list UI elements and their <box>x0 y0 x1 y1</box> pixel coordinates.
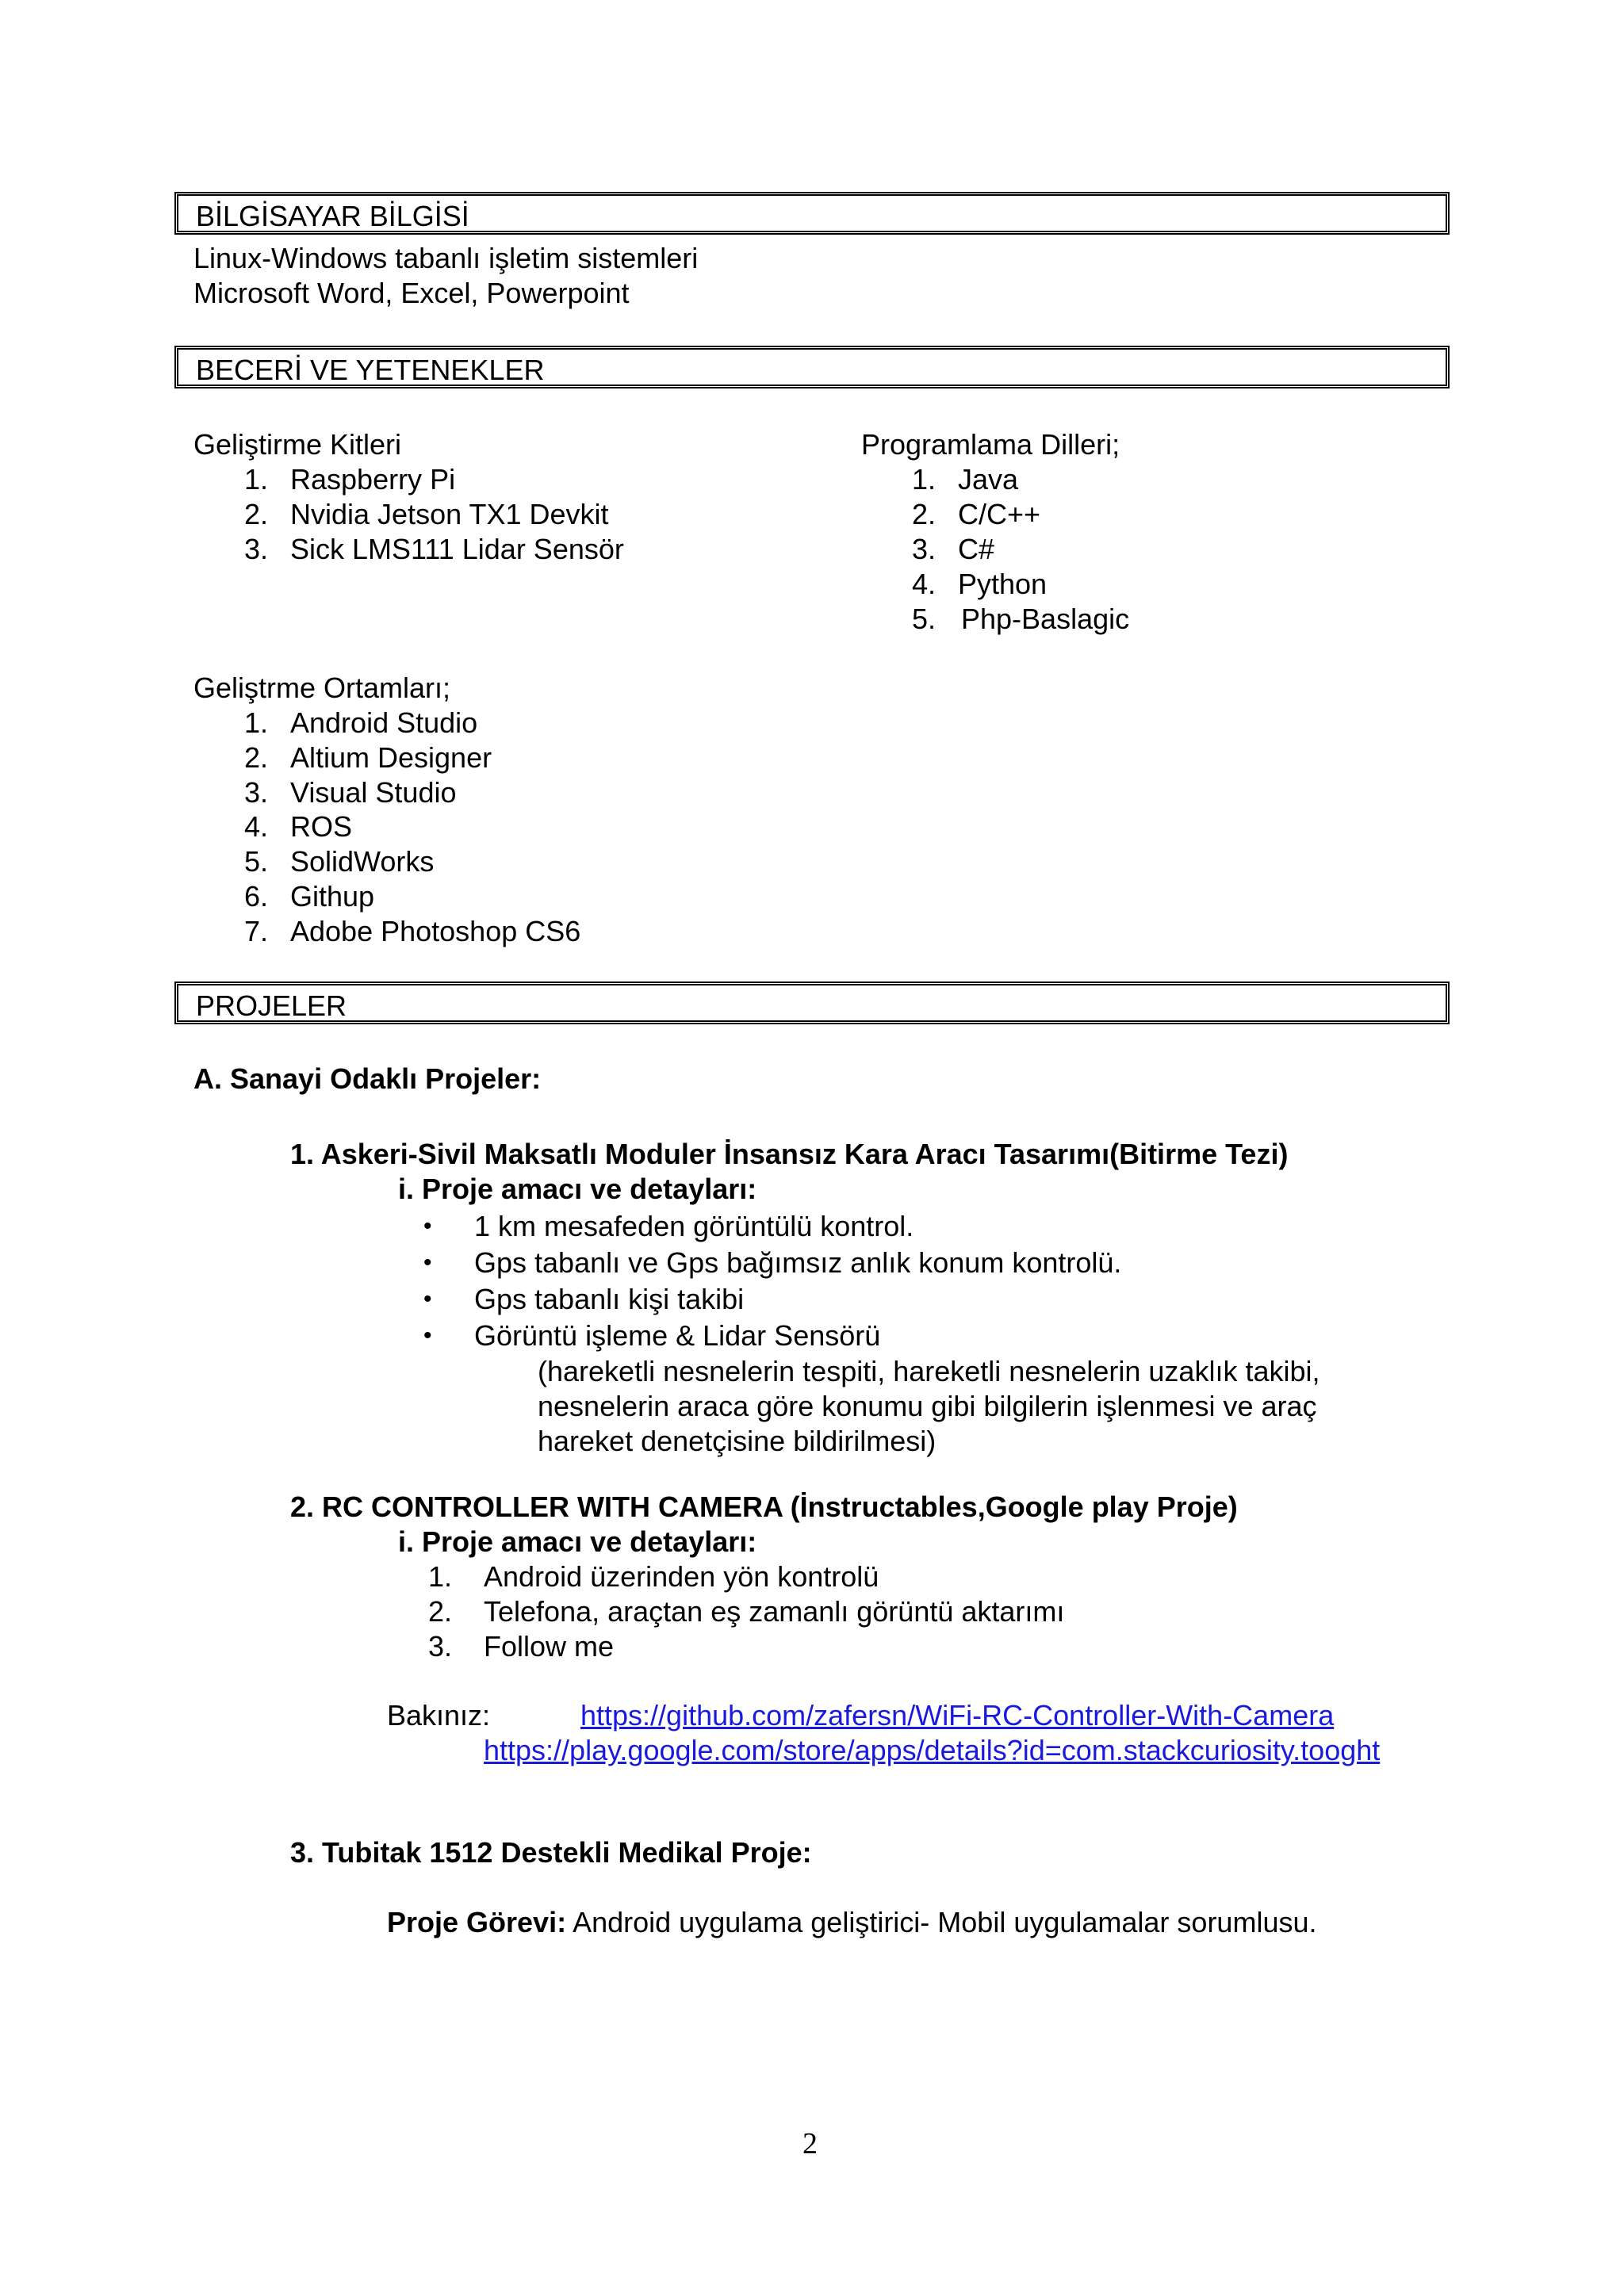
list-text: Telefona, araçtan eş zamanlı görüntü aktarımı <box>484 1595 1065 1628</box>
list-num: 3. <box>911 533 936 565</box>
list-item <box>241 809 352 844</box>
list-item <box>909 532 994 567</box>
list-num: 1. <box>427 1560 452 1593</box>
list-num: 1. <box>911 463 936 496</box>
bullet-icon: • <box>423 1322 432 1349</box>
list-item <box>909 497 1040 532</box>
list-item <box>425 1629 614 1664</box>
list-num: 7. <box>243 915 268 947</box>
project-3-role <box>387 1905 1316 1940</box>
section-title-computer: BİLGİSAYAR BİLGİSİ <box>196 200 469 232</box>
list-text: Nvidia Jetson TX1 Devkit <box>290 498 609 530</box>
list-text: Görüntü işleme & Lidar Sensörü <box>474 1319 881 1352</box>
list-text: SolidWorks <box>290 845 435 878</box>
google-play-link[interactable]: https://play.google.com/store/apps/details?id=com.stackcuriosity.tooght <box>484 1734 1381 1766</box>
list-text: Sick LMS111 Lidar Sensör <box>290 533 624 565</box>
list-item <box>241 775 456 810</box>
list-num: 5. <box>243 845 268 878</box>
languages-heading: Programlama Dilleri; <box>861 428 1120 461</box>
list-item <box>241 740 492 775</box>
list-num: 2. <box>243 741 268 774</box>
list-item <box>241 879 374 914</box>
project-3-role-label: Proje Görevi: <box>387 1906 567 1938</box>
list-num: 3. <box>243 776 268 809</box>
list-item <box>241 706 477 740</box>
list-text: Visual Studio <box>290 776 457 809</box>
list-num: 2. <box>911 498 936 530</box>
list-text: Java <box>958 463 1019 496</box>
project-1-note-line: nesnelerin araca göre konumu gibi bilgilerin işlenmesi ve araç <box>538 1390 1317 1422</box>
list-num: 4. <box>911 568 936 600</box>
section-title-projects: PROJELER <box>196 989 347 1022</box>
list-text: Raspberry Pi <box>290 463 456 496</box>
list-item <box>241 462 455 497</box>
list-text: Githup <box>290 880 375 913</box>
list-text: Android üzerinden yön kontrolü <box>484 1560 879 1593</box>
project-1-title: 1. Askeri-Sivil Maksatlı Moduler İnsansız Kara Aracı Tasarımı(Bitirme Tezi) <box>290 1138 1289 1170</box>
computer-line-2: Microsoft Word, Excel, Powerpoint <box>193 277 630 309</box>
bullet-icon: • <box>423 1213 432 1239</box>
section-header-projects <box>174 982 1450 1024</box>
list-item <box>425 1594 1064 1629</box>
list-item <box>909 602 1129 637</box>
list-num: 2. <box>427 1595 452 1628</box>
list-text: Gps tabanlı ve Gps bağımsız anlık konum kontrolü. <box>474 1246 1122 1279</box>
section-title-skills: BECERİ VE YETENEKLER <box>196 354 545 386</box>
list-item <box>241 532 624 567</box>
environments-heading: Geliştrme Ortamları; <box>193 672 451 704</box>
project-group-a-heading: A. Sanayi Odaklı Projeler: <box>193 1062 542 1095</box>
list-item <box>909 567 1047 602</box>
list-num: 3. <box>427 1630 452 1663</box>
list-text: Altium Designer <box>290 741 492 774</box>
list-num: 1. <box>243 706 268 739</box>
list-text: C/C++ <box>958 498 1041 530</box>
list-text: Android Studio <box>290 706 478 739</box>
list-num: 6. <box>243 880 268 913</box>
list-num: 2. <box>243 498 268 530</box>
list-item <box>241 844 434 879</box>
dev-kits-heading: Geliştirme Kitleri <box>193 428 402 461</box>
list-item <box>241 914 580 949</box>
list-num: 1. <box>243 463 268 496</box>
github-link[interactable]: https://github.com/zafersn/WiFi-RC-Controller-With-Camera <box>580 1699 1335 1732</box>
project-1-note-line: hareket denetçisine bildirilmesi) <box>538 1425 936 1457</box>
list-item <box>425 1559 879 1594</box>
list-item <box>909 462 1018 497</box>
list-text: Python <box>958 568 1048 600</box>
project-2-subheading: i. Proje amacı ve detayları: <box>398 1525 757 1558</box>
list-text: 1 km mesafeden görüntülü kontrol. <box>474 1210 914 1242</box>
computer-line-1: Linux-Windows tabanlı işletim sistemleri <box>193 242 699 274</box>
list-text: C# <box>958 533 995 565</box>
list-text: Gps tabanlı kişi takibi <box>474 1283 745 1315</box>
list-num: 3. <box>243 533 268 565</box>
project-1-subheading: i. Proje amacı ve detayları: <box>398 1173 757 1205</box>
project-3-title: 3. Tubitak 1512 Destekli Medikal Proje: <box>290 1836 812 1869</box>
see-also-label: Bakınız: <box>387 1699 491 1732</box>
list-text: ROS <box>290 810 353 843</box>
section-header-computer <box>174 192 1450 235</box>
list-num: 5. <box>911 603 936 635</box>
bullet-icon: • <box>423 1249 432 1276</box>
project-1-note-line: (hareketli nesnelerin tespiti, hareketli nesnelerin uzaklık takibi, <box>538 1355 1320 1387</box>
project-3-role-text: Android uygulama geliştirici- Mobil uygulamalar sorumlusu. <box>566 1906 1317 1938</box>
project-2-title: 2. RC CONTROLLER WITH CAMERA (İnstructables,Google play Proje) <box>290 1490 1238 1523</box>
list-num: 4. <box>243 810 268 843</box>
page-number: 2 <box>802 2127 818 2160</box>
section-header-skills <box>174 346 1450 388</box>
list-item <box>241 497 609 532</box>
bullet-icon: • <box>423 1286 432 1312</box>
list-text: Follow me <box>484 1630 615 1663</box>
list-text: Adobe Photoshop CS6 <box>290 915 581 947</box>
list-text: Php-Baslagic <box>961 603 1130 635</box>
